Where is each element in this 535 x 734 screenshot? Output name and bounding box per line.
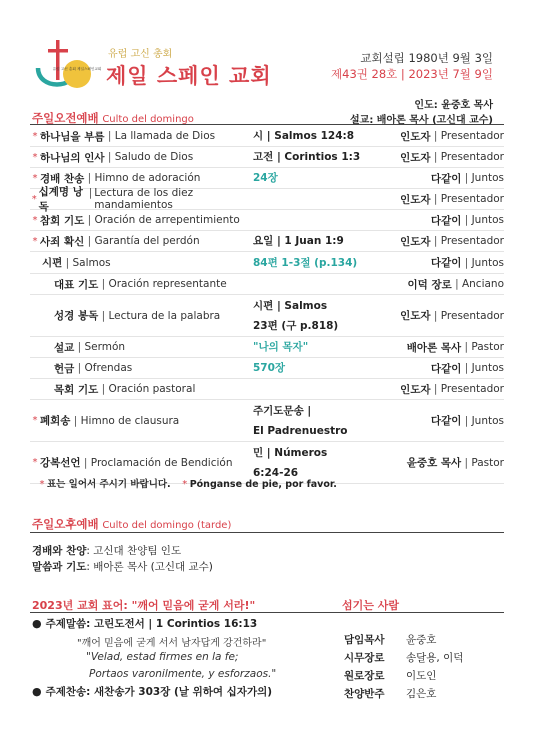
divider — [30, 532, 504, 533]
order-row: 시편 | Salmos 84편 1-3절 (p.134) 다같이 | Juntos — [30, 252, 504, 274]
item-name-es: Himno de clausura — [80, 414, 180, 427]
server-name: 윤중호 — [406, 634, 437, 646]
item-name-ko: 하나님의 인사 — [40, 151, 105, 164]
church-logo — [32, 38, 102, 94]
item-leader-es: Presentador — [440, 130, 504, 142]
bullet-icon: ● — [32, 685, 42, 698]
item-name-es: Lectura de la palabra — [108, 309, 221, 322]
item-leader-ko: 인도자 — [400, 235, 431, 248]
logo-text: 유럽 고신 총회 제일스페인교회 — [52, 67, 102, 71]
order-row: 성경 봉독 | Lectura de la palabra 시편 | Salmos 23편 (구 p.818) 인도자 | Presentador — [30, 295, 504, 337]
servers-title: 섬기는 사람 — [342, 599, 399, 612]
afternoon-service-title: 주일오후예배 Culto del domingo (tarde) — [32, 517, 232, 531]
morning-title-ko: 주일오전예배 — [32, 111, 99, 125]
item-leader-ko: 다같이 — [430, 257, 462, 269]
standing-star-icon: * — [32, 214, 38, 226]
item-leader-ko: 인도자 — [400, 193, 431, 206]
theme-hymn: ● 주제찬송: 새찬송가 303장 (날 위하여 십자가의) — [32, 685, 273, 698]
item-reference: 고전 | Corintios 1:3 — [253, 151, 361, 163]
server-row — [344, 668, 436, 683]
item-leader-ko: 다같이 — [430, 362, 462, 375]
item-name-ko: 참회 기도 — [40, 214, 85, 227]
verse-korean: "깨어 믿음에 굳게 서서 남자답게 강건하라" — [77, 638, 267, 649]
order-row: 설교 | Sermón "나의 목자" 배아론 목사 | Pastor — [30, 337, 504, 358]
morning-title-es: Culto del domingo — [102, 114, 194, 125]
item-leader-ko: 인도자 — [400, 151, 431, 164]
church-name: 제일 스페인 교회 — [106, 64, 272, 88]
order-row: * 십계명 낭독 | Lectura de los diez mandamientos 인도자 | Presentador — [31, 186, 504, 213]
item-name-es: Proclamación de Bendición — [90, 456, 233, 469]
item-leader-ko: 배아론 목사 — [406, 341, 462, 354]
item-leader-ko: 다같이 — [430, 172, 462, 185]
bullet-icon: ● — [32, 617, 42, 630]
item-name-es: Oración representante — [108, 278, 227, 290]
standing-star-icon: * — [32, 172, 38, 184]
server-role: 담임목사 — [344, 634, 385, 646]
preacher-line: 설교: 배아론 목사 (고신대 교수) — [350, 115, 493, 126]
item-name-es: Lectura de los diez mandamientos — [94, 187, 194, 211]
item-name-ko: 설교 — [54, 341, 75, 354]
order-row: * 사죄 확신 | Garantía del perdón 요일 | 1 Juan 1:9 인도자 | Presentador — [30, 231, 504, 252]
issue-info: 제43권 28호 | 2023년 7월 9일 — [331, 67, 493, 81]
standing-star-icon: * — [32, 151, 38, 163]
item-name-ko: 폐회송 — [40, 415, 71, 427]
server-row — [344, 650, 463, 665]
item-name-ko: 강복선언 — [40, 457, 81, 469]
item-reference: 요일 | 1 Juan 1:9 — [253, 235, 344, 247]
theme-verse: ● 주제말씀: 고린도전서 | 1 Corintios 16:13 — [32, 617, 258, 630]
standing-star-icon: * — [32, 130, 38, 142]
item-name-es: Salmos — [72, 256, 111, 269]
item-name-es: Himno de adoración — [94, 172, 201, 184]
item-leader-es: Presentador — [440, 235, 504, 247]
server-name: 김은호 — [406, 688, 437, 700]
order-row: * 하나님의 인사 | Saludo de Dios 고전 | Corintios 1:3 인도자 | Presentador — [30, 147, 504, 168]
item-reference: 시편 | Salmos — [253, 299, 328, 312]
standing-star-icon: * — [32, 235, 38, 247]
item-leader-ko: 이덕 장로 — [407, 278, 452, 291]
item-name-es: La llamada de Dios — [114, 130, 216, 142]
church-motto-title: 2023년 교회 표어: "깨어 믿음에 굳게 서라!" — [32, 599, 256, 612]
item-reference: 84편 1-3절 (p.134) — [253, 256, 358, 269]
item-reference: 6:24-26 — [253, 466, 299, 479]
item-leader-ko: 다같이 — [430, 415, 462, 427]
item-name-ko: 시편 — [42, 257, 63, 269]
verse-spanish-1: "Velad, estad firmes en la fe; — [86, 651, 239, 663]
item-leader-es: Juntos — [471, 362, 504, 374]
item-reference: "나의 목자" — [253, 341, 309, 353]
standing-star-icon: * — [32, 457, 38, 468]
item-name-es: Ofrendas — [84, 362, 133, 374]
order-row: 헌금 | Ofrendas 570장 다같이 | Juntos — [30, 358, 504, 379]
item-name-ko: 목회 기도 — [54, 383, 99, 396]
afternoon-item: 경배와 찬양: 고신대 찬양팀 인도 — [32, 545, 182, 557]
item-leader-es: Presentador — [440, 383, 504, 395]
founded-date: 교회설립 1980년 9월 3일 — [360, 51, 493, 65]
item-reference: 시 | Salmos 124:8 — [253, 130, 355, 142]
leader-line: 인도: 윤중호 목사 — [414, 100, 493, 111]
order-row: 대표 기도 | Oración representante 이덕 장로 | Anciano — [30, 274, 504, 295]
item-leader-es: Pastor — [471, 456, 504, 469]
standing-star-icon: * — [32, 415, 38, 426]
item-name-ko: 사죄 확신 — [40, 235, 85, 248]
item-name-ko: 성경 봉독 — [54, 310, 99, 322]
item-leader-es: Presentador — [440, 151, 504, 163]
item-leader-ko: 다같이 — [430, 214, 462, 227]
divider — [30, 612, 504, 613]
item-reference: 23편 (구 p.818) — [253, 319, 339, 332]
item-leader-ko: 인도자 — [400, 383, 431, 396]
item-leader-ko: 인도자 — [400, 310, 431, 322]
standing-star-icon: * — [31, 193, 37, 205]
item-name-ko: 헌금 — [54, 362, 75, 375]
item-name-es: Saludo de Dios — [114, 151, 194, 163]
server-role: 찬양반주 — [344, 688, 385, 700]
server-role: 원로장로 — [344, 670, 385, 682]
item-name-ko: 경배 찬송 — [40, 172, 85, 185]
item-leader-es: Pastor — [471, 341, 504, 353]
order-row: 목회 기도 | Oración pastoral 인도자 | Presentador — [30, 379, 504, 400]
divider — [30, 124, 504, 125]
item-name-es: Sermón — [84, 341, 126, 353]
server-row — [344, 686, 436, 701]
server-role: 시무장로 — [344, 652, 385, 664]
server-name: 송달용, 이덕 — [406, 652, 464, 664]
item-leader-es: Juntos — [471, 172, 504, 184]
order-row: * 폐회송 | Himno de clausura 주기도문송 | El Padrenuestro 다같이 | Juntos — [30, 400, 504, 442]
item-name-es: Oración de arrepentimiento — [94, 214, 240, 226]
item-leader-ko: 윤중호 목사 — [406, 457, 462, 469]
server-name: 이도인 — [406, 670, 437, 682]
item-leader-es: Juntos — [471, 256, 504, 269]
item-leader-ko: 인도자 — [400, 130, 431, 143]
org-name: 유럽 고신 총회 — [108, 49, 173, 60]
item-leader-es: Juntos — [471, 414, 504, 427]
item-reference: 570장 — [253, 362, 286, 374]
item-name-es: Oración pastoral — [108, 383, 196, 395]
item-name-ko: 십계명 낭독 — [38, 186, 83, 213]
item-leader-es: Presentador — [440, 193, 504, 205]
verse-spanish-2: Portaos varonilmente, y esforzaos." — [89, 668, 277, 680]
server-row — [344, 632, 436, 647]
item-leader-es: Presentador — [440, 309, 504, 322]
item-name-ko: 대표 기도 — [54, 278, 99, 291]
order-row: * 참회 기도 | Oración de arrepentimiento 다같이 | Juntos — [30, 210, 504, 231]
item-name-ko: 하나님을 부름 — [40, 130, 105, 143]
afternoon-item: 말씀과 기도: 배아론 목사 (고신대 교수) — [32, 561, 213, 573]
item-leader-es: Anciano — [461, 278, 504, 290]
standing-note: * 표는 일어서 주시기 바랍니다. * Pónganse de pie, por favor. — [39, 479, 337, 490]
item-leader-es: Juntos — [471, 214, 504, 226]
item-reference: El Padrenuestro — [253, 424, 348, 437]
item-reference: 주기도문송 | — [253, 404, 312, 417]
item-name-es: Garantía del perdón — [94, 235, 200, 247]
order-row: * 경배 찬송 | Himno de adoración 24장 다같이 | Juntos — [30, 168, 504, 189]
order-row: * 강복선언 | Proclamación de Bendición 민 | Números 6:24-26 윤중호 목사 | Pastor — [30, 442, 504, 484]
item-reference: 24장 — [253, 172, 278, 184]
order-row: * 하나님을 부름 | La llamada de Dios 시 | Salmos 124:8 인도자 | Presentador — [30, 126, 504, 147]
item-reference: 민 | Números — [253, 446, 328, 459]
